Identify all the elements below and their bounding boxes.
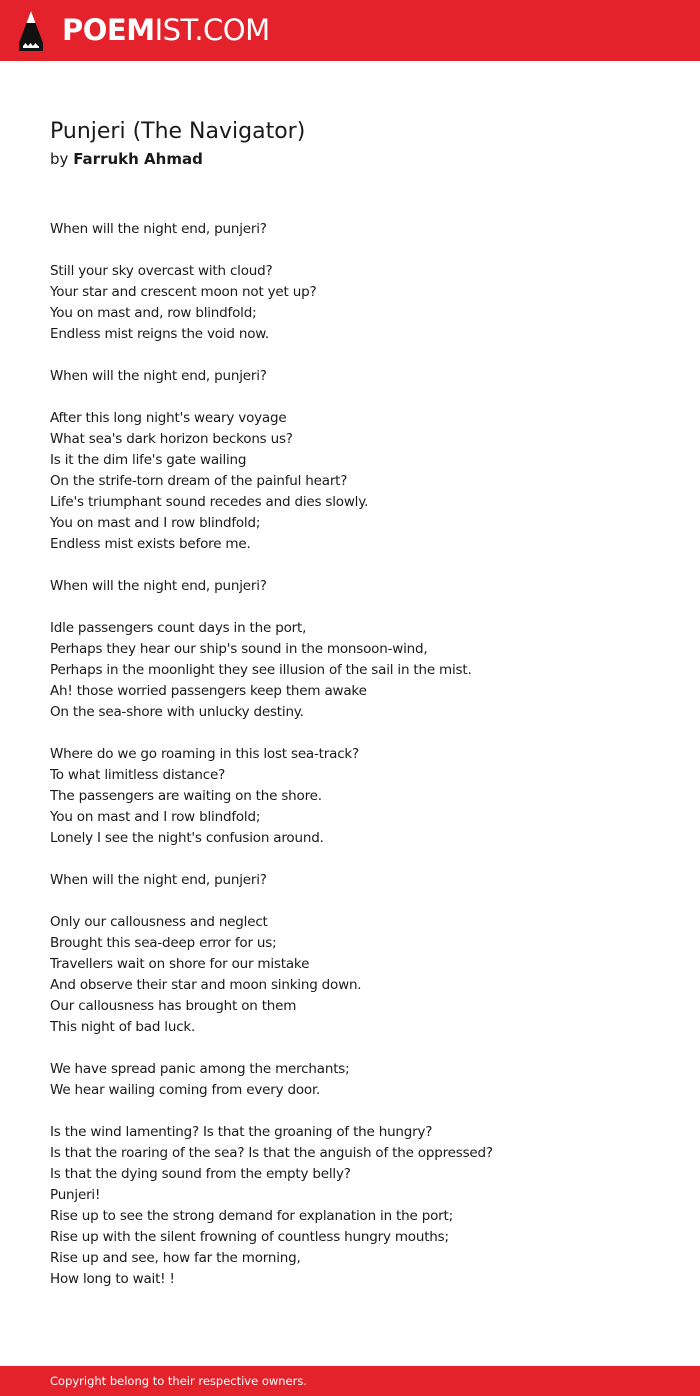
poem-line: On the sea-shore with unlucky destiny.: [50, 704, 304, 720]
poem-line: What sea's dark horizon beckons us?: [50, 431, 293, 447]
stanza-gap: [50, 345, 670, 366]
poem-line: Life's triumphant sound recedes and dies slowly.: [50, 494, 369, 510]
poem-line: You on mast and I row blindfold;: [50, 809, 261, 825]
poem-line: Is it the dim life's gate wailing: [50, 452, 247, 468]
poem-line: Brought this sea-deep error for us;: [50, 935, 277, 951]
stanza-gap: [50, 849, 670, 870]
poem-line: When will the night end, punjeri?: [50, 368, 267, 384]
poem-author: Farrukh Ahmad: [73, 150, 203, 168]
stanza-gap: [50, 240, 670, 261]
poem-line: Travellers wait on shore for our mistake: [50, 956, 310, 972]
poem-byline: [50, 148, 203, 170]
poem-line: Rise up and see, how far the morning,: [50, 1250, 301, 1266]
poem-stanza: [50, 618, 670, 723]
poem-title: Punjeri (The Navigator): [50, 119, 306, 144]
poem-line: You on mast and I row blindfold;: [50, 515, 261, 531]
poem-line: On the strife-torn dream of the painful heart?: [50, 473, 348, 489]
poem-line: We hear wailing coming from every door.: [50, 1082, 321, 1098]
poem-stanza: [50, 261, 670, 345]
poem-line: Perhaps in the moonlight they see illusion of the sail in the mist.: [50, 662, 472, 678]
stanza-gap: [50, 1101, 670, 1122]
by-label: by: [50, 150, 69, 168]
poem-line: Rise up with the silent frowning of countless hungry mouths;: [50, 1229, 449, 1245]
poem-line: Punjeri!: [50, 1187, 101, 1203]
stanza-gap: [50, 597, 670, 618]
stanza-gap: [50, 1038, 670, 1059]
poem-stanza: [50, 408, 670, 555]
poem-line: You on mast and, row blindfold;: [50, 305, 257, 321]
poem-stanza: [50, 1059, 670, 1101]
poem-body: [50, 219, 670, 1290]
poem-line: Your star and crescent moon not yet up?: [50, 284, 317, 300]
stanza-gap: [50, 723, 670, 744]
site-header: [0, 0, 700, 61]
poem-stanza: [50, 912, 670, 1038]
stanza-gap: [50, 891, 670, 912]
site-footer: [0, 1366, 700, 1396]
poem-line: Ah! those worried passengers keep them awake: [50, 683, 367, 699]
poem-line: Still your sky overcast with cloud?: [50, 263, 273, 279]
poem-stanza: [50, 744, 670, 849]
poem-line: The passengers are waiting on the shore.: [50, 788, 322, 804]
poem-line: We have spread panic among the merchants;: [50, 1061, 350, 1077]
poem-stanza: [50, 1122, 670, 1290]
poem-line: Endless mist reigns the void now.: [50, 326, 269, 342]
poem-line: Our callousness has brought on them: [50, 998, 297, 1014]
poem-line: Endless mist exists before me.: [50, 536, 251, 552]
poem-line: Is the wind lamenting? Is that the groaning of the hungry?: [50, 1124, 433, 1140]
poem-line: Lonely I see the night's confusion around.: [50, 830, 324, 846]
poem-line: And observe their star and moon sinking down.: [50, 977, 362, 993]
stanza-gap: [50, 387, 670, 408]
stanza-gap: [50, 555, 670, 576]
poem-line: Perhaps they hear our ship's sound in the monsoon-wind,: [50, 641, 428, 657]
poem-line: How long to wait! !: [50, 1271, 175, 1287]
logo-bold-text: POEM: [62, 13, 155, 47]
poem-stanza: [50, 366, 670, 387]
copyright-notice: Copyright belong to their respective owners.: [50, 1374, 308, 1388]
poem-stanza: [50, 219, 670, 240]
pencil-icon[interactable]: [18, 10, 44, 52]
poem-line: When will the night end, punjeri?: [50, 578, 267, 594]
poem-line: Where do we go roaming in this lost sea-track?: [50, 746, 359, 762]
poem-line: Only our callousness and neglect: [50, 914, 268, 930]
poem-stanza: [50, 576, 670, 597]
poem-line: When will the night end, punjeri?: [50, 221, 267, 237]
poem-line: Is that the roaring of the sea? Is that the anguish of the oppressed?: [50, 1145, 493, 1161]
poem-stanza: [50, 870, 670, 891]
logo-light-text: IST.COM: [154, 13, 270, 47]
poem-line: After this long night's weary voyage: [50, 410, 287, 426]
poem-line: When will the night end, punjeri?: [50, 872, 267, 888]
poem-line: Rise up to see the strong demand for explanation in the port;: [50, 1208, 453, 1224]
poem-line: Is that the dying sound from the empty belly?: [50, 1166, 351, 1182]
poem-line: To what limitless distance?: [50, 767, 226, 783]
site-logo[interactable]: [62, 12, 270, 48]
poem-line: This night of bad luck.: [50, 1019, 196, 1035]
poem-line: Idle passengers count days in the port,: [50, 620, 307, 636]
